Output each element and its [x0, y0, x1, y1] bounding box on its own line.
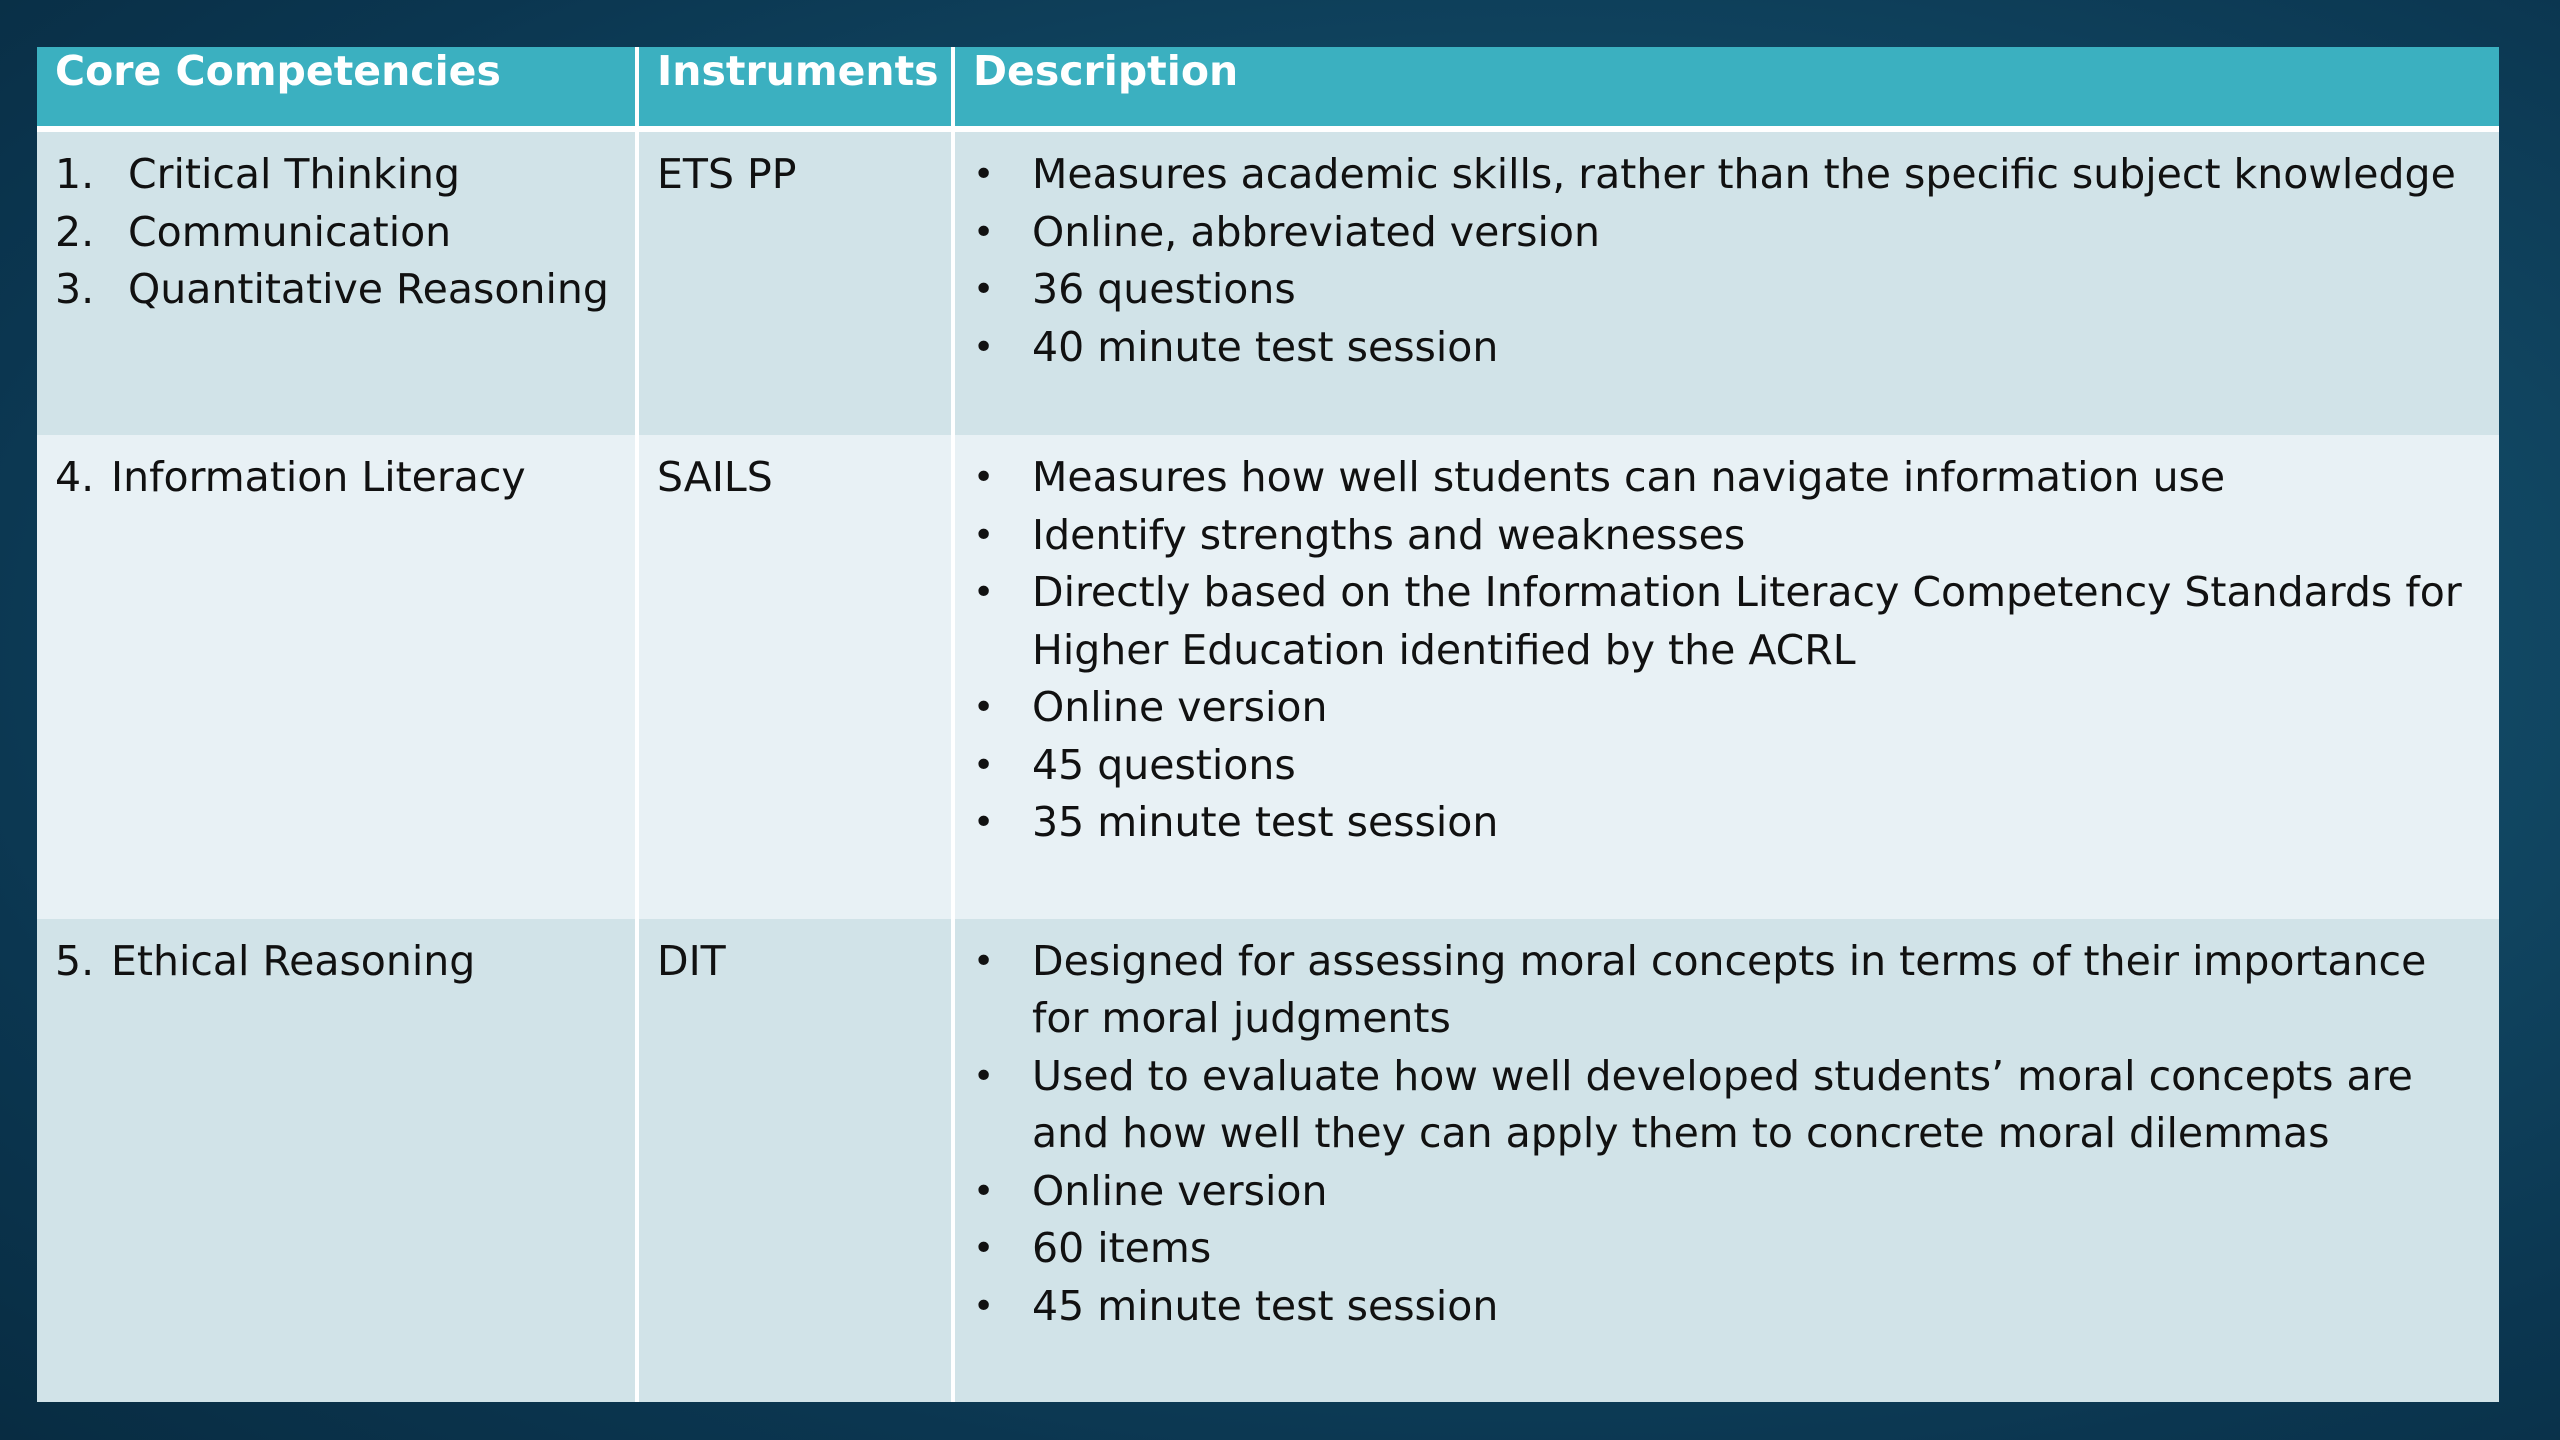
description-cell	[953, 919, 2499, 1402]
description-item	[973, 564, 2481, 679]
competency-number: 2.	[55, 207, 95, 256]
description-item	[973, 204, 2481, 262]
competency-label: Ethical Reasoning	[111, 936, 476, 985]
header-description: Description	[953, 47, 2499, 129]
competency-label: Communication	[128, 207, 452, 256]
bullet-icon: •	[973, 514, 995, 556]
competency-label: Critical Thinking	[128, 150, 460, 198]
description-item	[973, 1278, 2481, 1336]
description-text: 45 questions	[1032, 740, 1296, 789]
description-item	[973, 737, 2481, 795]
description-item	[973, 1163, 2481, 1221]
description-item	[973, 507, 2481, 565]
description-list	[973, 449, 2481, 852]
description-text: Online, abbreviated version	[1032, 207, 1600, 256]
description-text: 36 questions	[1032, 265, 1296, 313]
competency-item	[55, 204, 617, 262]
description-cell	[953, 129, 2499, 435]
slide	[37, 47, 2499, 1402]
competency-item	[55, 449, 617, 507]
bullet-icon: •	[973, 326, 995, 368]
description-text: Identify strengths and weaknesses	[1032, 510, 1746, 559]
table-row	[37, 435, 2499, 918]
table-row	[37, 919, 2499, 1402]
bullet-icon: •	[973, 802, 995, 844]
competency-number: 3.	[55, 265, 95, 313]
description-item	[973, 1220, 2481, 1278]
bullet-icon: •	[973, 1170, 995, 1212]
description-list	[973, 146, 2481, 376]
table-header-row	[37, 47, 2499, 129]
bullet-icon: •	[973, 1055, 995, 1097]
competency-number: 5.	[55, 936, 95, 985]
description-text: Online version	[1032, 683, 1328, 732]
competency-number: 1.	[55, 150, 95, 198]
bullet-icon: •	[973, 687, 995, 729]
bullet-icon: •	[973, 940, 995, 982]
instrument-cell: SAILS	[637, 435, 953, 918]
description-item	[973, 319, 2481, 377]
description-item	[973, 146, 2481, 204]
competency-item	[55, 933, 617, 991]
header-core-competencies: Core Competencies	[37, 47, 637, 129]
description-item	[973, 449, 2481, 507]
description-text: Used to evaluate how well developed students’ moral concepts are and how well they can apply them to concrete moral dilemmas	[1032, 1051, 2413, 1158]
description-item	[973, 794, 2481, 852]
instrument-cell: ETS PP	[637, 129, 953, 435]
description-item	[973, 933, 2481, 1048]
competency-label: Information Literacy	[111, 453, 526, 502]
table-row	[37, 129, 2499, 435]
bullet-icon: •	[973, 1285, 995, 1327]
bullet-icon: •	[973, 457, 995, 499]
description-text: Measures how well students can navigate information use	[1032, 453, 2226, 502]
description-text: 40 minute test session	[1032, 322, 1499, 371]
bullet-icon: •	[973, 572, 995, 614]
description-item	[973, 679, 2481, 737]
competency-list	[55, 933, 617, 991]
competency-number: 4.	[55, 453, 95, 502]
header-instruments: Instruments	[637, 47, 953, 129]
description-item	[973, 1048, 2481, 1163]
bullet-icon: •	[973, 269, 995, 310]
competency-item	[55, 146, 617, 204]
description-text: Directly based on the Information Literacy Competency Standards for Higher Education identified by the ACRL	[1032, 568, 2462, 674]
description-cell	[953, 435, 2499, 918]
description-text: Online version	[1032, 1166, 1328, 1215]
competency-item	[55, 261, 617, 319]
description-text: Designed for assessing moral concepts in terms of their importance for moral judgments	[1032, 936, 2427, 1043]
description-text: 35 minute test session	[1032, 798, 1499, 847]
bullet-icon: •	[973, 154, 995, 195]
bullet-icon: •	[973, 1228, 995, 1270]
instrument-cell: DIT	[637, 919, 953, 1402]
competencies-cell	[37, 435, 637, 918]
competencies-cell	[37, 129, 637, 435]
competencies-cell	[37, 919, 637, 1402]
competencies-table	[37, 47, 2499, 1402]
competency-list	[55, 449, 617, 507]
bullet-icon: •	[973, 744, 995, 786]
description-item	[973, 261, 2481, 319]
bullet-icon: •	[973, 211, 995, 253]
description-list	[973, 933, 2481, 1336]
description-text: 45 minute test session	[1032, 1281, 1499, 1330]
description-text: Measures academic skills, rather than the specific subject knowledge	[1032, 150, 2456, 198]
description-text: 60 items	[1032, 1224, 1212, 1273]
competency-label: Quantitative Reasoning	[128, 265, 609, 313]
competency-list	[55, 146, 617, 319]
